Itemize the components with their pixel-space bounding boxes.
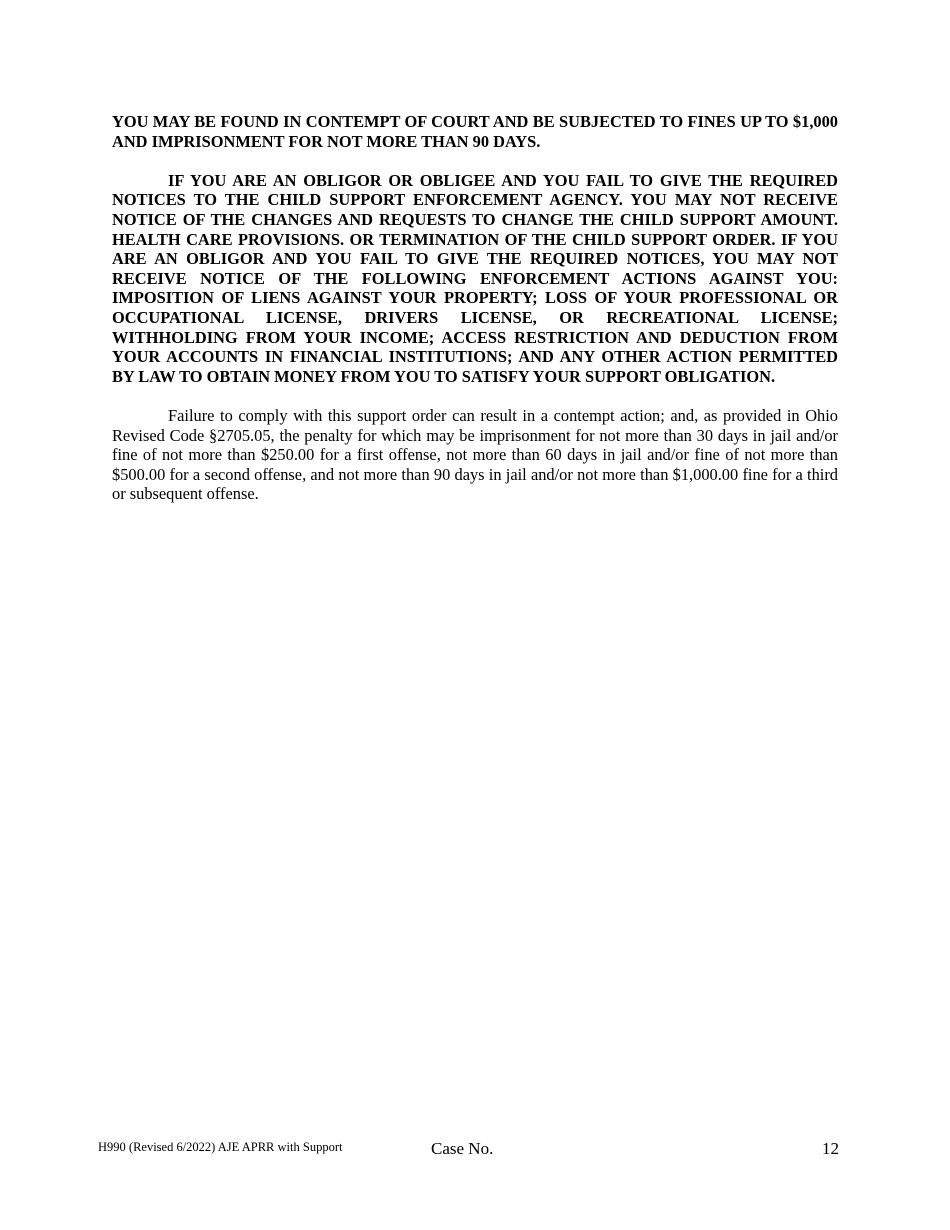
notice-requirement-paragraph: IF YOU ARE AN OBLIGOR OR OBLIGEE AND YOU FAIL TO GIVE THE REQUIRED NOTICES TO THE CHILD SUPPORT ENFORCEMENT AGENCY. YOU MAY NOT RECEIVE NOTICE OF THE CHANGES AND REQUESTS TO CHANGE THE CHILD SUPPORT AMOUNT. HEALTH CARE PROVISIONS. OR TERMINATION OF THE CHILD SUPPORT ORDER. IF YOU ARE AN OBLIGOR AND YOU FAIL TO GIVE THE REQUIRED NOTICES, YOU MAY NOT RECEIVE NOTICE OF THE FOLLOWING ENFORCEMENT ACTIONS AGAINST YOU: IMPOSITION OF LIENS AGAINST YOUR PROPERTY; LOSS OF YOUR PROFESSIONAL OR OCCUPATIONAL LICENSE, DRIVERS LICENSE, OR RECREATIONAL LICENSE; WITHHOLDING FROM YOUR INCOME; ACCESS RESTRICTION AND DEDUCTION FROM YOUR ACCOUNTS IN FINANCIAL INSTITUTIONS; AND ANY OTHER ACTION PERMITTED BY LAW TO OBTAIN MONEY FROM YOU TO SATISFY YOUR SUPPORT OBLIGATION. [112,170,838,386]
footer-page-number: 12 [822,1139,839,1158]
footer-case-label: Case No. [431,1139,494,1158]
contempt-warning-paragraph: YOU MAY BE FOUND IN CONTEMPT OF COURT AND BE SUBJECTED TO FINES UP TO $1,000 AND IMPRISONMENT FOR NOT MORE THAN 90 DAYS. [112,112,838,151]
document-body [112,112,838,504]
penalty-paragraph: Failure to comply with this support order can result in a contempt action; and, as provided in Ohio Revised Code §2705.05, the penalty for which may be imprisonment for not more than 30 days in jail and/or fine of not more than $250.00 for a first offense, not more than 60 days in jail and/or fine of not more than $500.00 for a second offense, and not more than 90 days in jail and/or not more than $1,000.00 fine for a third or subsequent offense. [112,405,838,504]
footer-form-id: H990 (Revised 6/2022) AJE APRR with Support [98,1140,343,1154]
